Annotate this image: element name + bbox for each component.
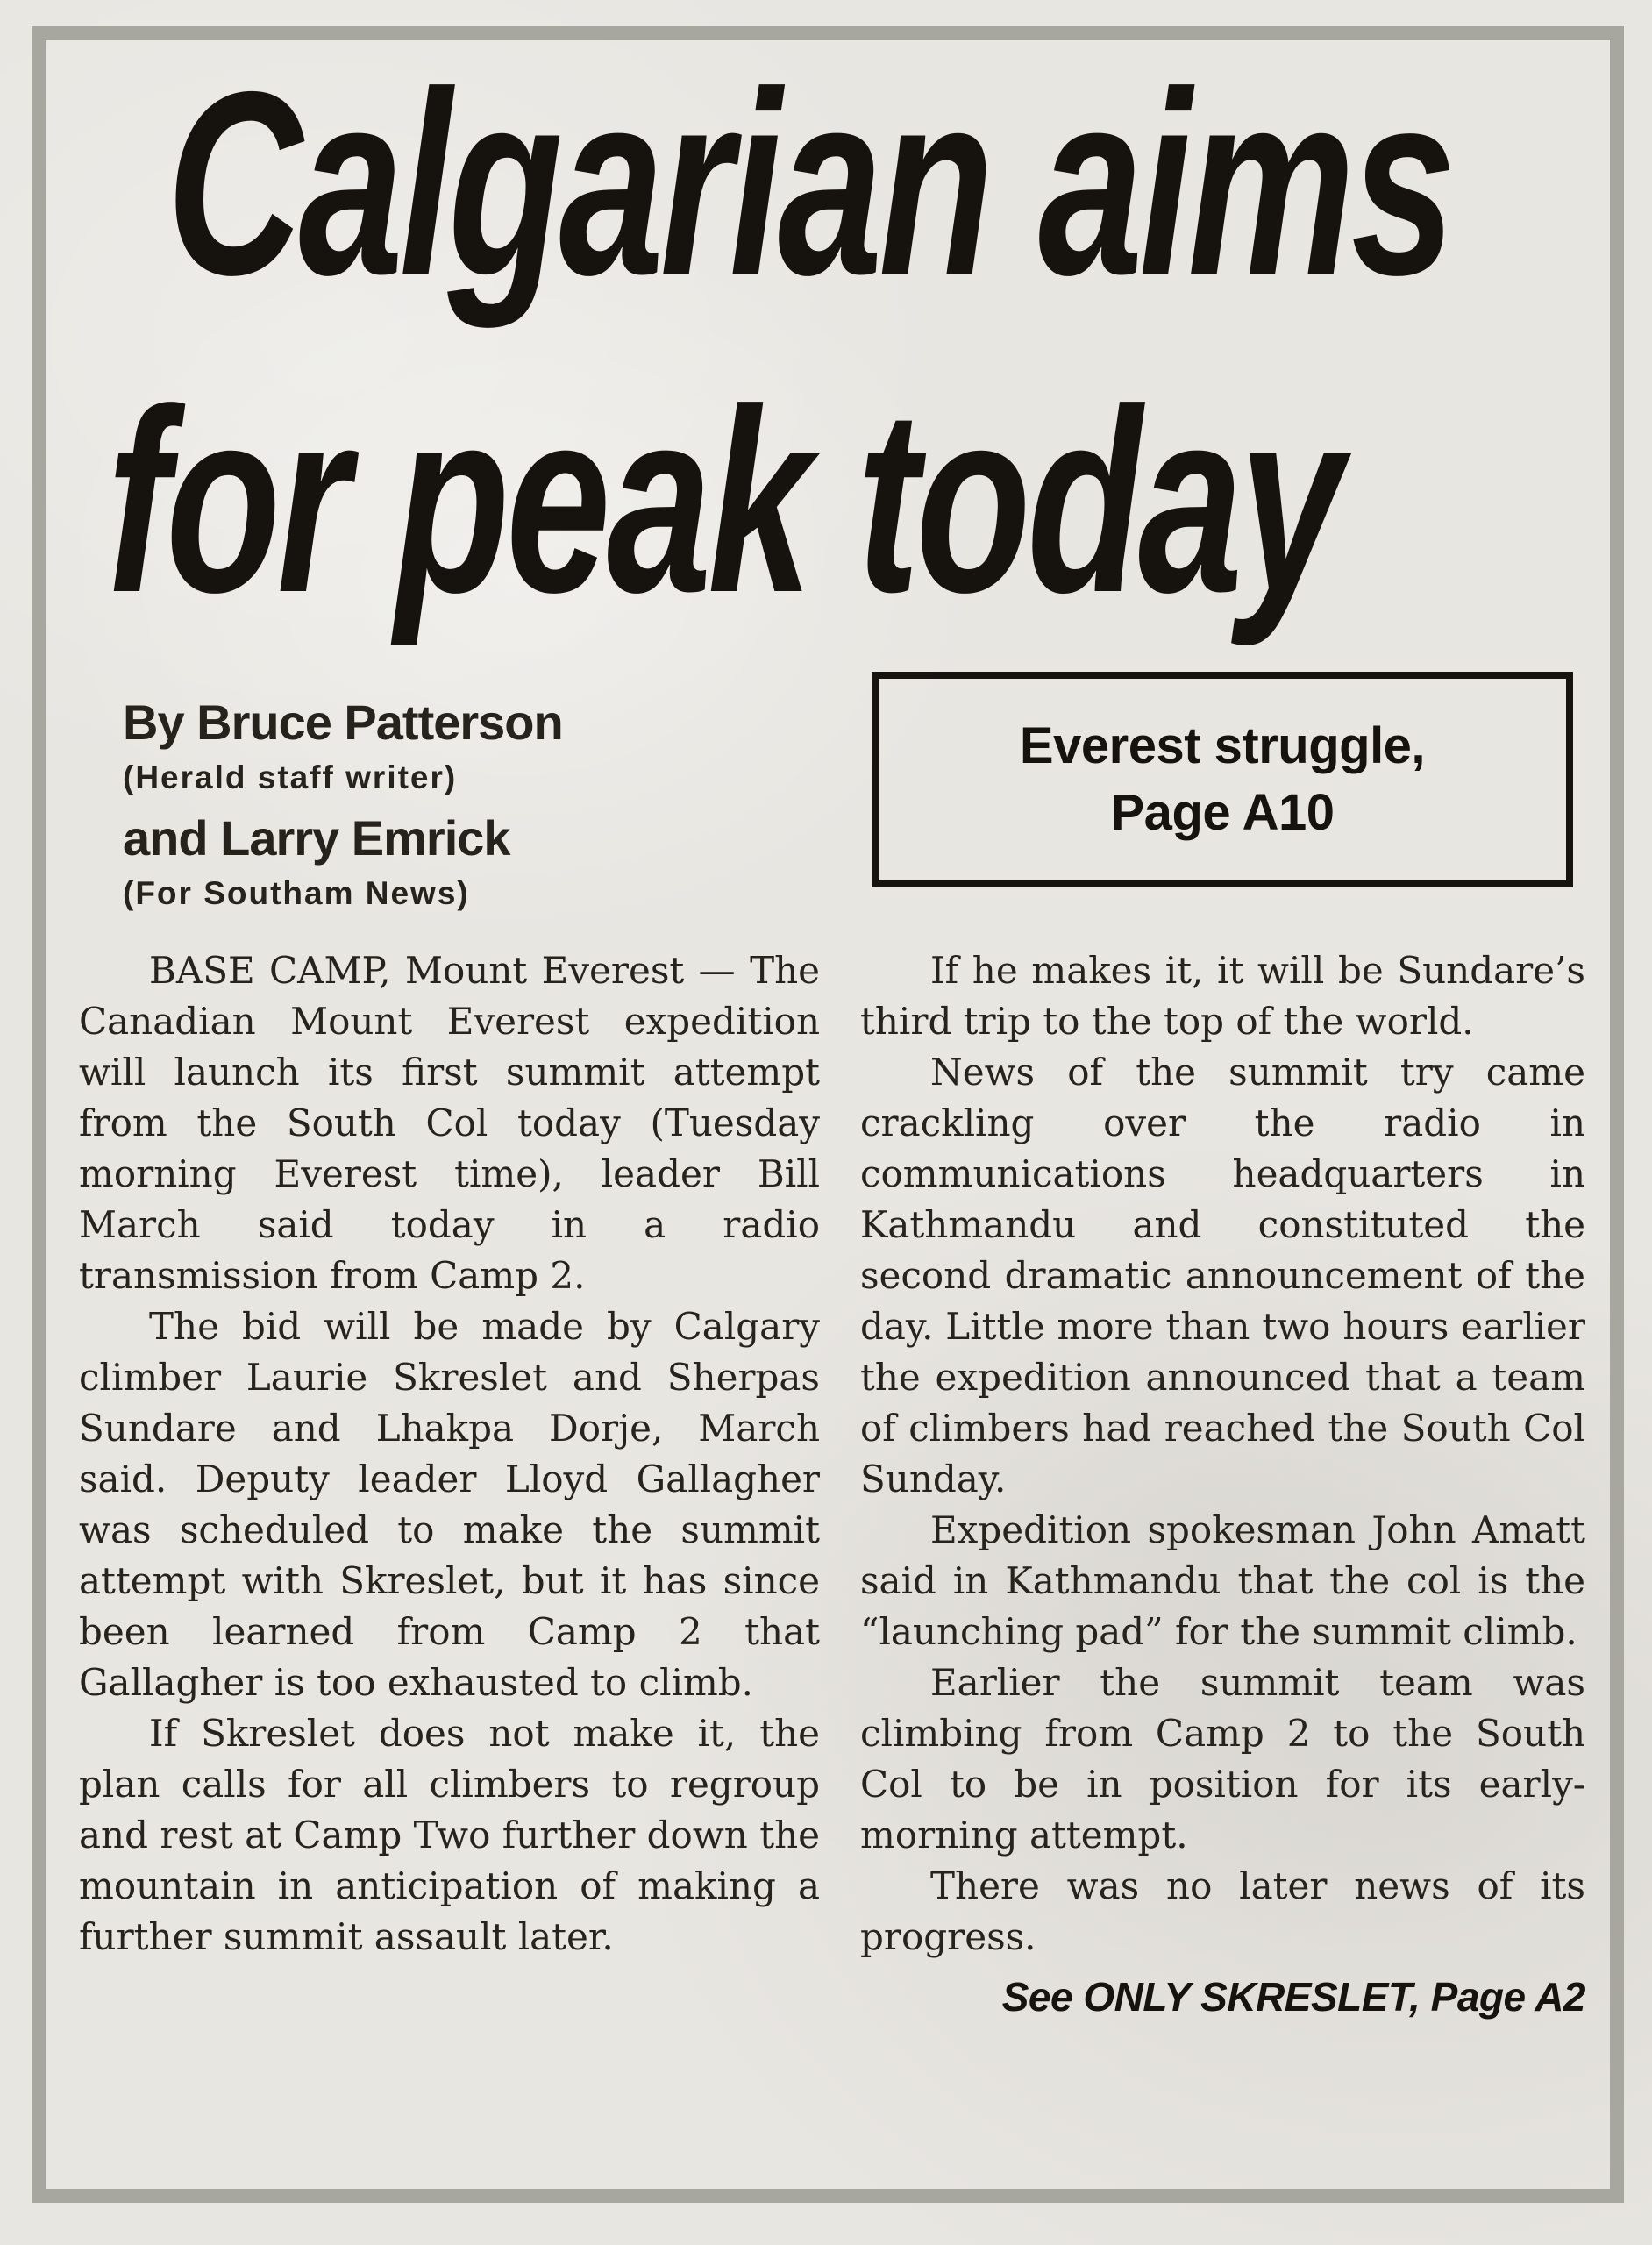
teaser-box <box>872 672 1573 887</box>
byline-and-teaser-row <box>79 672 1585 926</box>
body-paragraph: Expedition spokesman John Amatt said in Kathmandu that the col is the “launching pad” for the summit climb. <box>860 1508 1585 1653</box>
body-paragraph: News of the summit try came crackling over the radio in communications headquarters in Kathmandu and constituted the second dramatic announcement of the day. Little more than two hours earlier the expedition announced that a team of climbers had reached the South Col Sunday. <box>860 1051 1585 1500</box>
byline-credit-1: (Herald staff writer) <box>123 759 458 795</box>
headline-line-1: Calgarian aims <box>167 38 1452 330</box>
article-body <box>79 945 1585 2022</box>
left-column <box>79 945 820 2022</box>
body-paragraph: If Skreslet does not make it, the plan calls for all climbers to regroup and rest at Camp Two further down the mountain in anticipation of making a further summit assault later. <box>79 1712 820 1958</box>
teaser-box-line-1: Everest struggle, <box>1019 717 1426 774</box>
body-paragraph: There was no later news of its progress. <box>860 1864 1585 1958</box>
body-paragraph: Earlier the summit team was climbing from Camp 2 to the South Col to be in position for its early-morning attempt. <box>860 1661 1585 1857</box>
byline-block <box>79 672 872 926</box>
continuation-note: See ONLY SKRESLET, Page A2 <box>1001 1974 1585 2020</box>
body-paragraph: If he makes it, it will be Sundare’s third trip to the top of the world. <box>860 949 1585 1043</box>
byline-credit-2: (For Southam News) <box>123 875 470 911</box>
body-paragraph: BASE CAMP, Mount Everest — The Canadian Mount Everest expedition will launch its first summit attempt from the South Col today (Tuesday morning Everest time), leader Bill March said today in a radio transmission from Camp 2. <box>79 949 820 1297</box>
clipping-frame <box>32 26 1624 2203</box>
byline-author-2: and Larry Emrick <box>123 810 510 866</box>
right-column <box>860 945 1585 2022</box>
headline <box>79 38 1585 647</box>
teaser-box-line-2: Page A10 <box>1110 784 1335 841</box>
body-paragraph: The bid will be made by Calgary climber Laurie Skreslet and Sherpas Sundare and Lhakpa Dorje, March said. Deputy leader Lloyd Gallagher was scheduled to make the summit attempt with Skreslet, but it has since been learned from Camp 2 that Gallagher is too exhausted to climb. <box>79 1305 820 1704</box>
headline-line-2: for peak today <box>107 355 1341 647</box>
byline-author-1: By Bruce Patterson <box>123 695 563 750</box>
article <box>46 38 1610 2201</box>
